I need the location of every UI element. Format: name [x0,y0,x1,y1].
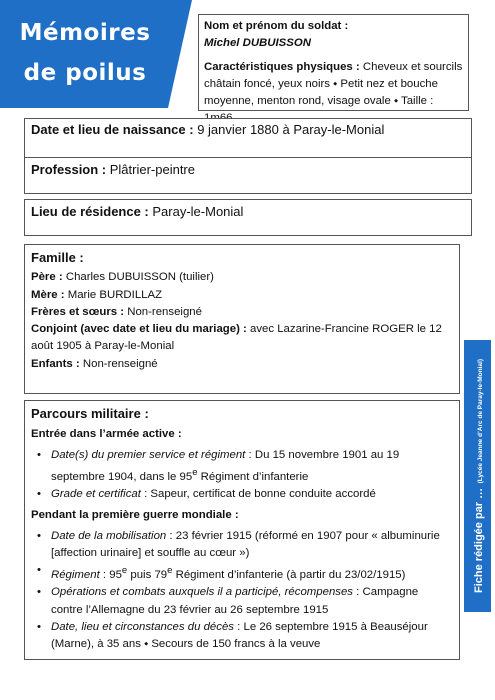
birth-label: Date et lieu de naissance : [31,122,194,137]
list-item-regiment [31,562,453,584]
identity-box [198,14,469,111]
mobilisation-value: : 23 février 1915 (réformé en 1907 pour « albuminurie [affection urinaire] et souffle au cœur ») [51,529,440,559]
family-item-father [31,269,453,286]
list-item-grade [31,486,453,503]
spouse-value: avec Lazarine-Francine ROGER le 12 août 1905 à Paray-le-Monial [31,323,442,353]
regiment-value: : 95 [99,568,122,581]
logo [0,0,200,108]
family-item-spouse [31,321,453,356]
family-item-mother [31,287,453,304]
first-service-value: : Du 15 novembre 1901 au 19 septembre 1904, dans le 95 [51,448,400,483]
children-value: Non-renseigné [79,357,158,370]
regiment-label: Régiment [51,568,100,581]
profession-box [24,157,472,194]
residence-value: Paray-le-Monial [148,204,244,219]
mother-label: Mère : [31,288,65,301]
war-heading: Pendant la première guerre mondiale : [31,509,239,522]
list-item-death [31,619,453,654]
mother-value: Marie BURDILLAZ [64,288,163,301]
operations-value: : Campagne contre l’Allemagne du 23 février au 26 septembre 1915 [51,586,419,616]
children-label: Enfants : [31,357,80,370]
family-title: Famille : [31,250,84,265]
author-sidebar-text [464,340,491,612]
author-sidebar-dots: … [473,487,485,499]
military-title: Parcours militaire : [31,406,149,421]
family-item-siblings [31,304,453,321]
birth-value: 9 janvier 1880 à Paray-le-Monial [193,122,385,137]
war-list [31,528,453,654]
mobilisation-label: Date de la mobilisation [51,529,167,542]
siblings-label: Frères et sœurs : [31,305,125,318]
grade-label: Grade et certificat [51,487,141,500]
superscript: e [167,565,173,577]
active-army-list [31,447,453,504]
grade-value: : Sapeur, certificat de bonne conduite accordé [140,487,376,500]
family-box [24,244,460,394]
author-sidebar-main: Fiche rédigée par [473,498,485,593]
logo-title-line1: Mémoires [19,20,151,46]
father-value: Charles DUBUISSON (tuilier) [62,271,214,284]
profession-value: Plâtrier-peintre [106,162,195,177]
military-box [24,400,460,660]
birth-box [24,118,472,158]
residence-box [24,199,472,236]
superscript: e [192,466,198,478]
soldier-name-label: Nom et prénom du soldat : [204,20,349,32]
author-sidebar [464,340,491,612]
regiment-value-mid: puis 79 [127,568,168,581]
spouse-label: Conjoint (avec date et lieu du mariage) : [31,323,247,336]
first-service-label: Date(s) du premier service et régiment [51,448,246,461]
list-item-mobilisation [31,528,453,563]
profession-label: Profession : [31,162,107,177]
list-item-first-service [31,447,453,486]
active-army-heading: Entrée dans l’armée active : [31,428,182,441]
family-item-children [31,356,453,373]
logo-title-line2: de poilus [23,60,147,86]
list-item-operations [31,584,453,619]
soldier-name: Michel DUBUISSON [204,37,311,49]
residence-label: Lieu de résidence : [31,204,149,219]
operations-label: Opérations et combats auxquels il a participé, récompenses [51,586,354,599]
death-label: Date, lieu et circonstances du décès [51,620,234,633]
siblings-value: Non-renseigné [124,305,202,318]
father-label: Père : [31,271,63,284]
physical-traits-label: Caractéristiques physiques : [204,61,360,73]
death-value: : Le 26 septembre 1915 à Beauséjour (Marne), à 35 ans ⬩ Secours de 150 francs à la veuve [51,620,428,651]
first-service-value-end: Régiment d’infanterie [197,470,309,483]
superscript: e [121,565,128,577]
physical-traits-value: Cheveux et sourcils châtain foncé, yeux noirs ⬩ Petit nez et bouche moyenne, menton rond, visage ovale ⬩ Taille : [204,61,463,107]
regiment-value-end: Régiment d’infanterie (à partir du 23/02/1915) [172,568,406,581]
author-sidebar-school: (Lycée Jeanne d’Arc de Paray-le-Monial) [477,359,484,484]
logo-banner-shape [0,0,200,108]
